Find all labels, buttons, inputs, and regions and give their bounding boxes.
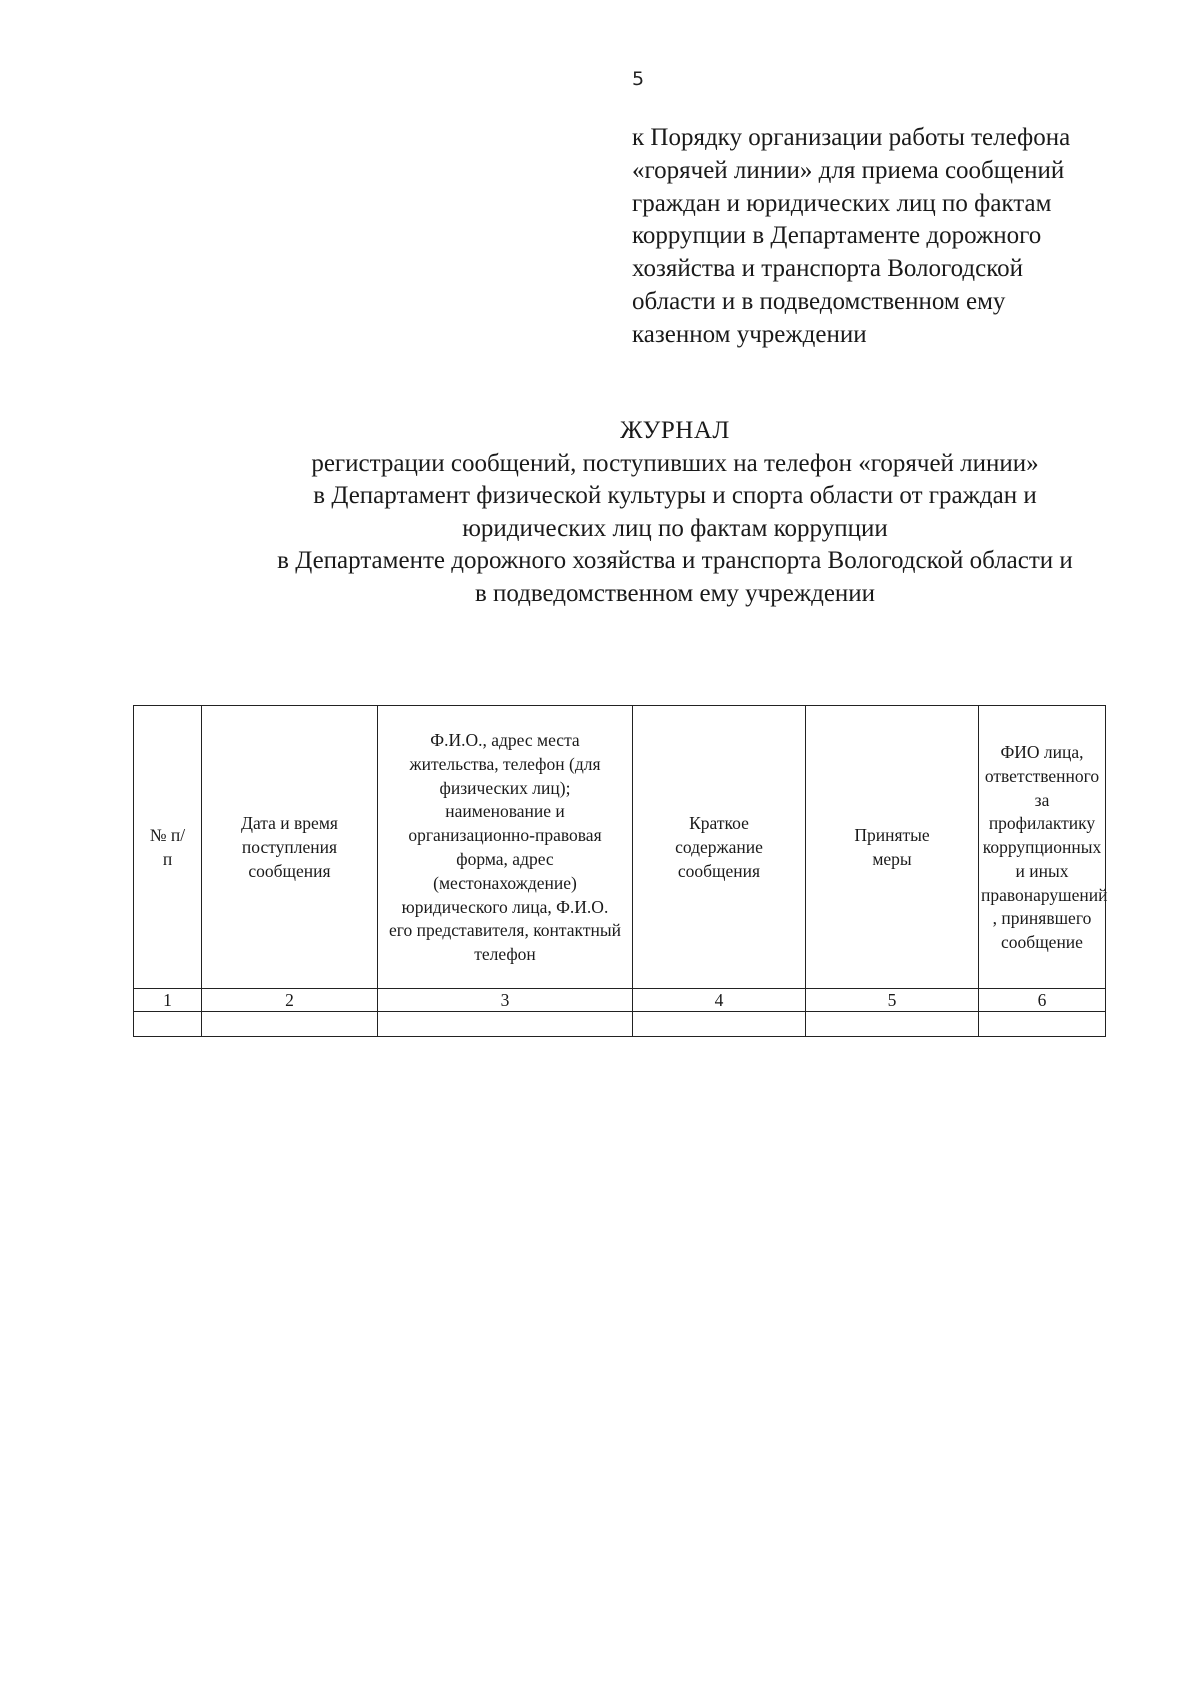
annex-line: граждан и юридических лиц по фактам — [632, 189, 1052, 217]
header-cell-datetime: Дата и время поступления сообщения — [202, 706, 378, 989]
header-cell-measures: Принятые меры — [806, 706, 979, 989]
column-number-row — [134, 989, 1106, 1012]
empty-cell — [378, 1012, 633, 1037]
title-line: юридических лиц по фактам коррупции — [462, 514, 888, 542]
column-number: 4 — [633, 989, 806, 1012]
annex-line: к Порядку организации работы телефона — [632, 124, 1071, 151]
title-line: в подведомственном ему учреждении — [474, 579, 876, 607]
annex-line: хозяйства и транспорта Вологодской — [632, 255, 1024, 283]
annex-line: коррупции в Департаменте дорожного — [632, 222, 1042, 250]
column-number: 1 — [134, 989, 202, 1012]
empty-cell — [806, 1012, 979, 1037]
header-cell-summary: Краткое содержание сообщения — [633, 706, 806, 989]
empty-cell — [202, 1012, 378, 1037]
document-heading: ЖУРНАЛ — [620, 417, 730, 444]
header-cell-number: № п/п — [134, 706, 202, 989]
title-line: в Департаменте дорожного хозяйства и транспорта Вологодской области и — [277, 547, 1073, 574]
empty-cell — [633, 1012, 806, 1037]
column-number: 2 — [202, 989, 378, 1012]
header-cell-contact: Ф.И.О., адрес места жительства, телефон (для физических лиц); наименование и организационно-правовая форма, адрес (местонахождение) юридического лица, Ф.И.О. его представителя, контактный телефон — [378, 706, 633, 989]
table-row — [134, 1012, 1106, 1037]
document-title-block — [0, 415, 1200, 610]
column-number: 3 — [378, 989, 633, 1012]
table-header-row — [134, 706, 1106, 989]
annex-reference — [632, 122, 1152, 352]
empty-cell — [979, 1012, 1106, 1037]
column-number: 6 — [979, 989, 1106, 1012]
journal-table — [133, 705, 1106, 1037]
title-line: регистрации сообщений, поступивших на телефон «горячей линии» — [311, 449, 1039, 477]
header-cell-responsible: ФИО лица, ответственного за профилактику коррупционных и иных правонарушений , принявшего сообщение — [979, 706, 1106, 989]
annex-line: области и в подведомственном ему — [632, 287, 1006, 315]
annex-line: казенном учреждении — [632, 320, 867, 348]
column-number: 5 — [806, 989, 979, 1012]
page-number: 5 — [632, 68, 645, 90]
empty-cell — [134, 1012, 202, 1037]
title-line: в Департамент физической культуры и спорта области от граждан и — [313, 482, 1037, 509]
annex-line: «горячей линии» для приема сообщений — [632, 156, 1065, 184]
